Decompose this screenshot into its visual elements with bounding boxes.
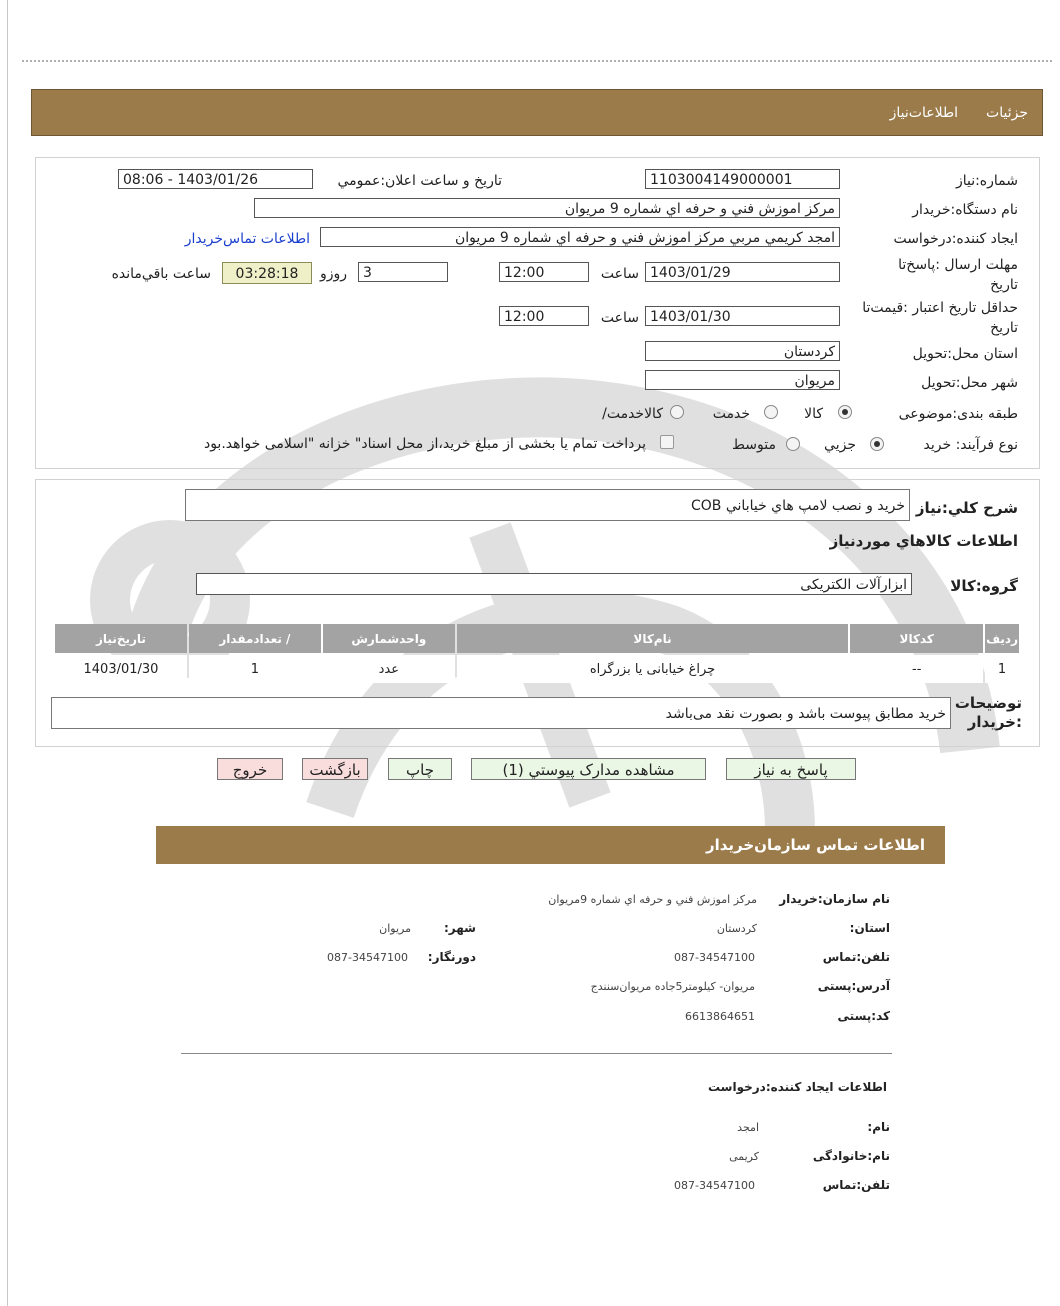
process-minor-label: جزيي [824, 437, 856, 453]
creator-family-value: کریمی [729, 1150, 759, 1163]
col-row: رديف [985, 624, 1019, 653]
buyer-contact-title: اطلاعات تماس سازمان‌خریدار [705, 836, 925, 854]
announce-label: تاریخ و ساعت اعلان:عمومي [337, 173, 502, 189]
buyer-contact-bar [156, 826, 945, 864]
buyer-org-field: مرکز اموزش فني و حرفه اي شماره 9 مريوان [254, 198, 840, 218]
validity-time-label: ساعت [600, 310, 639, 326]
process-radio-minor[interactable] [870, 437, 884, 451]
contact-address-value: مریوان- کیلومتر5جاده مریوان‌سنندج [590, 980, 755, 993]
tab-need-info[interactable]: اطلاعات‌نیاز [889, 105, 958, 121]
category-radio-service[interactable] [764, 405, 778, 419]
cell-row: 1 [985, 655, 1019, 683]
cell-code: -- [850, 655, 983, 683]
view-documents-button[interactable]: مشاهده مدارک پيوستي (1) [471, 758, 706, 780]
category-label: طبقه بندی:موضوعی [898, 406, 1018, 422]
contact-divider [181, 1053, 892, 1054]
announce-datetime-field: 1403/01/26 - 08:06 [118, 169, 313, 189]
process-radio-medium[interactable] [786, 437, 800, 451]
validity-date-field: 1403/01/30 [645, 306, 840, 326]
days-label: روزو [319, 266, 347, 282]
org-name-label: نام سازمان:خریدار [779, 892, 890, 906]
process-medium-label: متوسط [732, 437, 776, 453]
items-table [53, 622, 1021, 685]
col-quantity: / تعدادمقدار [189, 624, 321, 653]
category-service-label: خدمت [712, 406, 750, 422]
exit-button[interactable]: خروج [217, 758, 283, 780]
contact-fax-value: 087-34547100 [327, 951, 408, 964]
cell-quantity: 1 [189, 655, 321, 683]
table-header-row [55, 624, 1019, 653]
tab-details[interactable]: جزئیات [986, 105, 1028, 121]
creator-phone-label: تلفن:تماس [822, 1178, 890, 1192]
contact-city-value: مریوان [379, 922, 411, 935]
details-header-bar [31, 89, 1043, 136]
contact-phone-value: 087-34547100 [674, 951, 755, 964]
creator-phone-value: 087-34547100 [674, 1179, 755, 1192]
contact-phone-label: تلفن:تماس [822, 950, 890, 964]
contact-postal-value: 6613864651 [685, 1010, 755, 1023]
creator-name-value: امجد [737, 1121, 759, 1134]
contact-fax-label: دورنگار: [427, 950, 476, 964]
summary-label: شرح کلي:نياز [915, 499, 1018, 517]
table-row [55, 655, 1019, 683]
reply-button[interactable]: پاسخ به نياز [726, 758, 856, 780]
col-need-date: تاریخ‌نیاز [55, 624, 187, 653]
deadline-label: مهلت ارسال :پاسخ‌تا تاریخ [898, 257, 1018, 293]
col-unit: واحدشمارش [323, 624, 455, 653]
payment-checkbox[interactable] [660, 435, 674, 449]
category-goods-label: کالا [804, 406, 823, 422]
org-name-value: مرکز اموزش فني و حرفه اي شماره 9مريوان [548, 893, 757, 906]
need-number-label: شماره:نیاز [955, 173, 1018, 189]
print-button[interactable]: چاپ [388, 758, 452, 780]
payment-note: پرداخت تمام یا بخشی از مبلغ خرید،از محل اسناد" خزانه "اسلامی خواهد.بود [203, 436, 646, 452]
validity-label: حداقل تاریخ اعتبار :قیمت‌تا تاریخ [862, 300, 1018, 336]
summary-field: خريد و نصب لامپ هاي خياباني COB [185, 489, 910, 521]
province-field: کردستان [645, 341, 840, 361]
process-label: نوع فرآیند: خرید [923, 437, 1018, 453]
need-number-field: 1103004149000001 [645, 169, 840, 189]
deadline-date-field: 1403/01/29 [645, 262, 840, 282]
contact-address-label: آدرس:پستی [817, 979, 890, 993]
contact-postal-label: کد:پستی [837, 1009, 890, 1023]
category-goods-service-label: کالاخدمت/ [602, 406, 663, 422]
buyer-contact-link[interactable]: اطلاعات تماس‌خریدار [184, 231, 310, 247]
col-code: کدکالا [850, 624, 983, 653]
creator-field: امجد کريمي مربي مرکز اموزش فني و حرفه اي شماره 9 مريوان [320, 227, 840, 247]
back-button[interactable]: بازگشت [302, 758, 368, 780]
deadline-time-label: ساعت [600, 266, 639, 282]
creator-family-label: نام:خانوادگی [812, 1149, 890, 1163]
dotted-divider [22, 60, 1052, 62]
cell-need-date: 1403/01/30 [55, 655, 187, 683]
group-label: گروه:کالا [950, 577, 1018, 595]
days-field: 3 [358, 262, 448, 282]
category-radio-goods[interactable] [838, 405, 852, 419]
page-left-border [7, 0, 8, 1306]
remaining-timer: 03:28:18 [222, 262, 312, 284]
creator-name-label: نام: [867, 1120, 890, 1134]
contact-province-label: استان: [849, 921, 890, 935]
buyer-notes-field: خرید مطابق پیوست باشد و بصورت نقد می‌باشد [51, 697, 951, 729]
city-field: مریوان [645, 370, 840, 390]
creator-section-title: اطلاعات ایجاد کننده:درخواست [707, 1080, 887, 1094]
group-field: ابزارآلات الکتریکی [196, 573, 912, 595]
city-label: شهر محل:تحویل [921, 375, 1018, 391]
buyer-org-label: نام دستگاه:خریدار [912, 202, 1018, 218]
remaining-label: ساعت باقي‌مانده [111, 266, 211, 282]
cell-unit: عدد [323, 655, 455, 683]
col-name: نام‌کالا [457, 624, 849, 653]
cell-name: چراغ خیابانی یا بزرگراه [457, 655, 849, 683]
deadline-time-field: 12:00 [499, 262, 589, 282]
creator-label: ایجاد کننده:درخواست [893, 231, 1018, 247]
contact-city-label: شهر: [444, 921, 476, 935]
items-heading: اطلاعات کالاهاي موردنياز [829, 532, 1018, 550]
province-label: استان محل:تحویل [912, 346, 1018, 362]
contact-province-value: کردستان [716, 922, 757, 935]
buyer-notes-label: توضیحات :خریدار [954, 694, 1022, 731]
category-radio-goods-service[interactable] [670, 405, 684, 419]
validity-time-field: 12:00 [499, 306, 589, 326]
